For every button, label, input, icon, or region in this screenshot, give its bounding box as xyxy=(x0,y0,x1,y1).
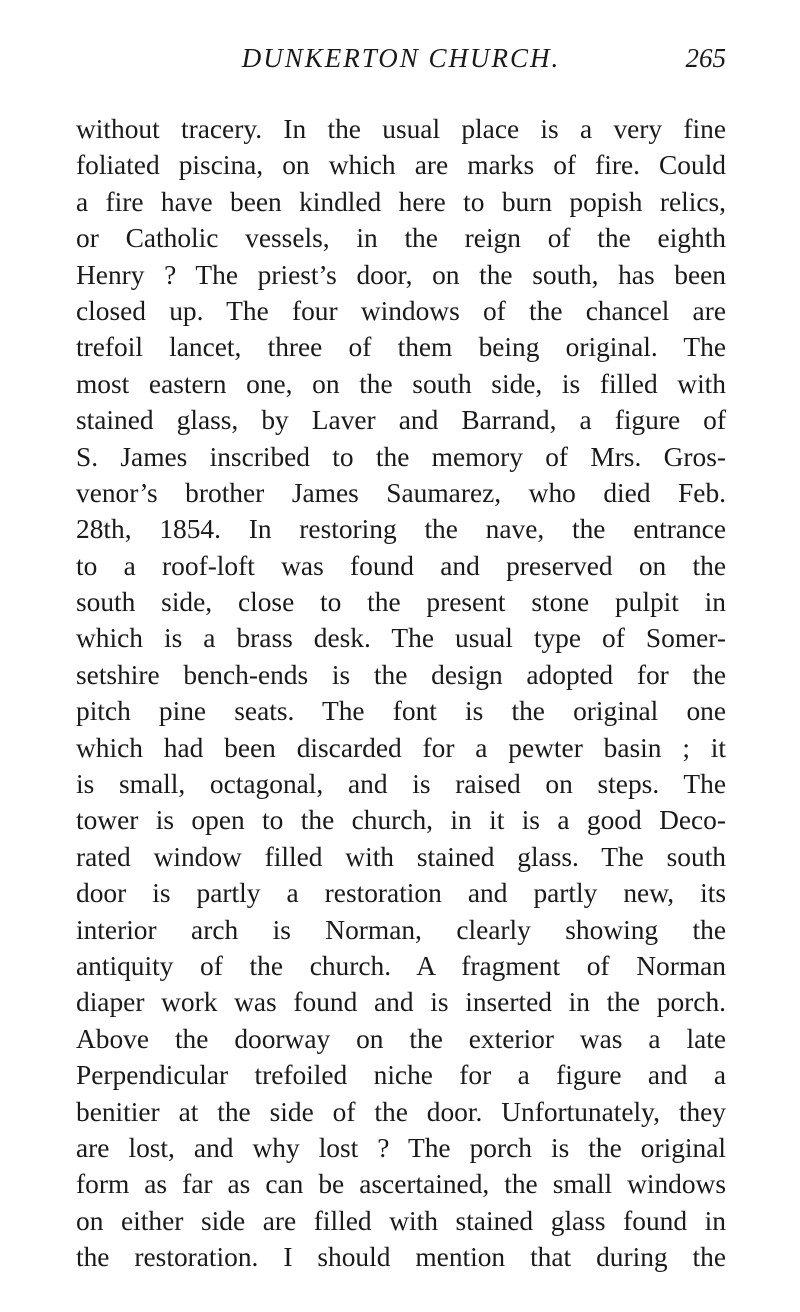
text-line: which is a brass desk. The usual type of Somer- xyxy=(76,623,726,654)
text-line: interior arch is Norman, clearly showing the xyxy=(76,914,726,945)
text-line: Above the doorway on the exterior was a late xyxy=(76,1023,726,1054)
text-line: south side, close to the present stone pulpit in xyxy=(76,587,726,618)
text-line: closed up. The four windows of the chancel are xyxy=(76,295,726,326)
text-line: rated window filled with stained glass. The south xyxy=(76,841,726,872)
text-line: stained glass, by Laver and Barrand, a figure of xyxy=(76,405,726,436)
text-line: tower is open to the church, in it is a good Deco- xyxy=(76,805,726,836)
text-line: or Catholic vessels, in the reign of the eighth xyxy=(76,223,726,254)
body-text xyxy=(76,111,726,1276)
text-line: is small, octagonal, and is raised on steps. The xyxy=(76,769,726,800)
text-line: without tracery. In the usual place is a very fine xyxy=(76,114,726,144)
running-title: DUNKERTON CHURCH. xyxy=(241,43,561,73)
text-line: Perpendicular trefoiled niche for a figure and a xyxy=(76,1060,726,1091)
text-line: setshire bench-ends is the design adopted for the xyxy=(76,659,726,690)
page-number: 265 xyxy=(685,43,726,73)
text-line: are lost, and why lost ? The porch is the original xyxy=(76,1132,726,1163)
text-line: foliated piscina, on which are marks of fire. Could xyxy=(76,150,726,181)
text-line: trefoil lancet, three of them being original. The xyxy=(76,332,726,363)
text-line: diaper work was found and is inserted in the porch. xyxy=(76,987,726,1018)
text-line: venor’s brother James Saumarez, who died Feb. xyxy=(76,477,726,508)
text-line: Henry ? The priest’s door, on the south, has been xyxy=(76,259,726,290)
text-line: the restoration. I should mention that during the xyxy=(76,1242,726,1273)
running-head xyxy=(76,38,726,78)
text-line: antiquity of the church. A fragment of Norman xyxy=(76,950,726,981)
text-line: most eastern one, on the south side, is filled with xyxy=(76,368,726,399)
text-line: a fire have been kindled here to burn popish relics, xyxy=(76,186,726,217)
text-line: form as far as can be ascertained, the small windows xyxy=(76,1169,726,1200)
text-line: door is partly a restoration and partly new, its xyxy=(76,878,726,909)
text-line: on either side are filled with stained glass found in xyxy=(76,1205,726,1236)
text-line: pitch pine seats. The font is the original one xyxy=(76,696,726,727)
text-line: benitier at the side of the door. Unfortunately, they xyxy=(76,1096,726,1127)
text-line: S. James inscribed to the memory of Mrs. Gros- xyxy=(76,441,726,472)
text-line: 28th, 1854. In restoring the nave, the entrance xyxy=(76,514,726,545)
text-line: which had been discarded for a pewter basin ; it xyxy=(76,732,726,763)
text-line: to a roof-loft was found and preserved on the xyxy=(76,550,726,581)
